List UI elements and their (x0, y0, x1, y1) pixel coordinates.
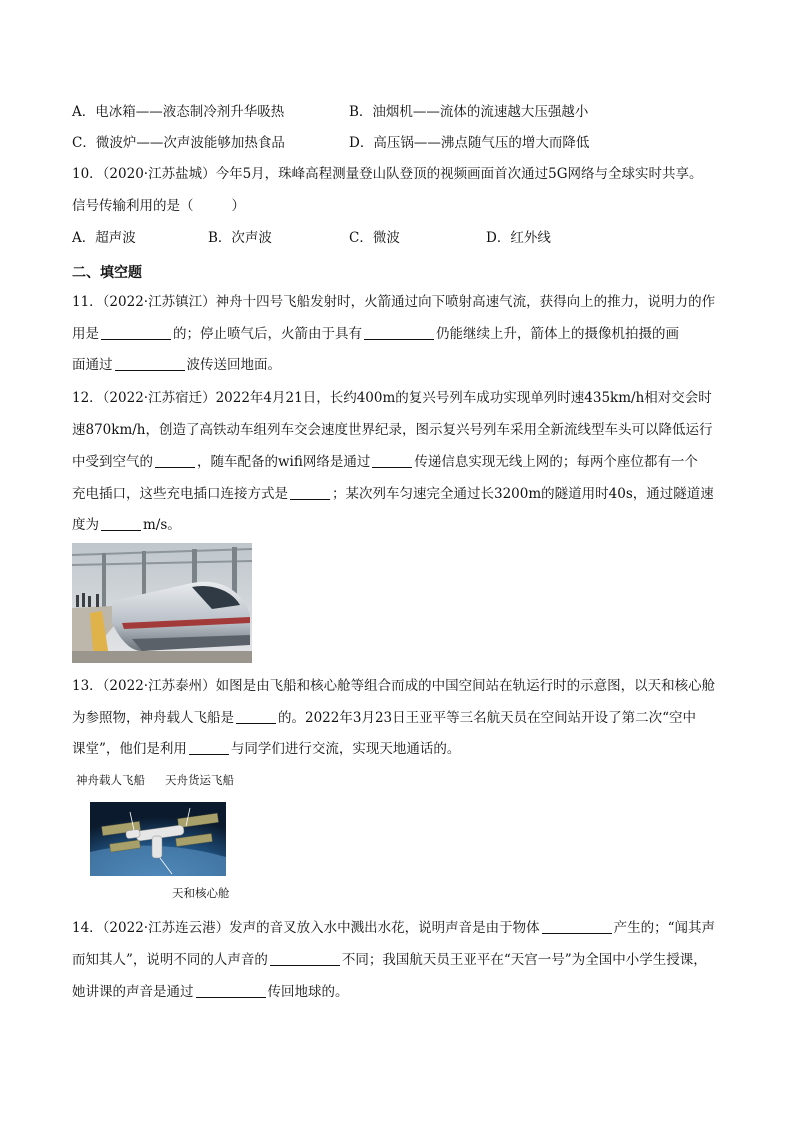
answer-blank (196, 983, 266, 998)
q12-line1: 12．（2022·江苏宿迁）2022年4月21日，长约400m的复兴号列车成功实现单列时速435km/h相对交会时 (72, 390, 712, 406)
answer-blank (115, 356, 185, 371)
q9-option-b: B．油烟机——流体的流速越大压强越小 (349, 104, 589, 120)
q12-text: ，随车配备的wifi网络是通过 (197, 454, 371, 470)
answer-blank (372, 453, 412, 468)
q11-text: 用是 (72, 326, 99, 342)
q11-text: 仍能继续上升，箭体上的摄像机拍摄的画 (436, 326, 679, 342)
q12-text: 充电插口，这些充电插口连接方式是 (72, 486, 288, 502)
answer-blank (364, 325, 434, 340)
q10-option-b: B．次声波 (208, 230, 272, 246)
q12-text: 传递信息实现无线上网的；每两个座位都有一个 (414, 454, 698, 470)
q14-text: 14．（2022·江苏连云港）发声的音叉放入水中溅出水花，说明声音是由于物体 (72, 920, 540, 936)
caption-tianzhou: 天舟货运飞船 (165, 773, 234, 787)
q13-text: 为参照物，神舟载人飞船是 (72, 710, 234, 726)
q11-text: 面通过 (72, 357, 113, 373)
answer-blank (155, 453, 195, 468)
q14-line2 (72, 950, 707, 970)
answer-blank (270, 951, 340, 966)
q13-line2 (72, 708, 696, 728)
q10-stem-line1: 10．（2020·江苏盐城）今年5月，珠峰高程测量登山队登顶的视频画面首次通过5G网络与全球实时共享。 (72, 166, 703, 182)
q11-text: 的；停止喷气后，火箭由于具有 (173, 326, 362, 342)
q12-text: ；某次列车匀速完全通过长3200m的隧道用时40s，通过隧道速 (332, 486, 714, 502)
q13-text: 与同学们进行交流，实现天地通话的。 (230, 741, 461, 757)
q9-option-c: C．微波炉——次声波能够加热食品 (72, 135, 285, 151)
space-station-photo (90, 802, 226, 876)
answer-blank (542, 919, 612, 934)
q12-line5 (72, 515, 181, 535)
q13-line1: 13．（2022·江苏泰州）如图是由飞船和核心舱等组合而成的中国空间站在轨运行时的示意图，以天和核心舱 (72, 678, 716, 694)
caption-shenzhou: 神舟载人飞船 (76, 773, 145, 787)
q12-line4 (72, 484, 714, 504)
q12-text: 中受到空气的 (72, 454, 153, 470)
q14-line1 (72, 918, 715, 938)
q12-line3 (72, 452, 698, 472)
q14-line3 (72, 982, 349, 1002)
answer-blank (101, 325, 171, 340)
q10-option-d: D．红外线 (486, 230, 551, 246)
section-title: 二、填空题 (72, 265, 142, 281)
q14-text: 而知其人”，说明不同的人声音的 (72, 952, 268, 968)
answer-blank (290, 485, 330, 500)
q11-line2 (72, 324, 679, 344)
answer-blank (236, 709, 276, 724)
q10-option-a: A．超声波 (72, 230, 136, 246)
q13-text: 课堂”，他们是利用 (72, 741, 187, 757)
q14-text: 不同；我国航天员王亚平在“天宫一号”为全国中小学生授课， (341, 952, 707, 968)
caption-tianhe: 天和核心舱 (172, 886, 230, 900)
space-station-illustration (90, 802, 226, 876)
q10-stem-text: 信号传输利用的是（ (72, 198, 194, 214)
q10-stem-line2 (72, 196, 245, 216)
train-photo (72, 543, 252, 663)
q9-option-a: A．电冰箱——液态制冷剂升华吸热 (72, 104, 285, 120)
q12-text: m/s。 (143, 517, 181, 533)
q10-paren-close: ） (231, 198, 245, 214)
q11-text: 波传送回地面。 (186, 357, 281, 373)
train-illustration (72, 543, 252, 663)
answer-blank (101, 516, 141, 531)
q13-line3 (72, 739, 460, 759)
q11-line3 (72, 355, 281, 375)
answer-blank (189, 740, 229, 755)
q14-text: 她讲课的声音是通过 (72, 984, 194, 1000)
q9-option-d: D．高压锅——沸点随气压的增大而降低 (349, 135, 590, 151)
q10-option-c: C．微波 (349, 230, 400, 246)
q12-line2: 速870km/h，创造了高铁动车组列车交会速度世界纪录，图示复兴号列车采用全新流线型车头可以降低运行 (72, 422, 713, 438)
q14-text: 传回地球的。 (267, 984, 349, 1000)
q12-text: 度为 (72, 517, 99, 533)
q13-text: 的。2022年3月23日王亚平等三名航天员在空间站开设了第二次“空中 (278, 710, 697, 726)
q14-text: 产生的；“闻其声 (613, 920, 715, 936)
q11-line1: 11．（2022·江苏镇江）神舟十四号飞船发射时，火箭通过向下喷射高速气流，获得向上的推力，说明力的作 (72, 294, 716, 310)
